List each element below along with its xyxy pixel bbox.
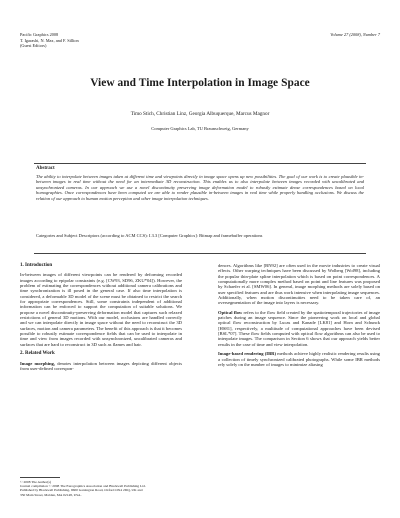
abstract-bottom-rule [34,253,366,254]
footer-line: Published by Blackwell Publishing, 9600 Garsington Road, Oxford OX4 2DQ, UK and [20,488,143,493]
footer-line: 350 Main Street, Malden, MA 02148, USA. [20,492,82,497]
morphing-paragraph: dences. Algorithms like [BN92] are often used in the movie industries to create visual effects. Other warping techniques have been discussed by Wolberg [Wol98], including the popular thin-plate spline interpolation which is based on point correspondences. A computationally more complex method based on point and line features was proposed by Schaefer et al. [SMW06]. In general, image morphing methods are solely based on user specified features and are thus work intensive when interpolating image sequences. Additionally, when motion discontinuities need to be taken care of, an oversegmentation of the image into layers is necessary. [218,263,380,306]
runin-heading: Image-based rendering (IBR) [218,351,276,357]
ibr-paragraph [218,351,380,367]
abstract-text: The ability to interpolate between images taken at different time and viewpoints directly in image space opens up new possibilities. The goal of our work is to create plausible in-between images in real time without the need for an intermediate 3D reconstruction. This enables us to also interpolate between images recorded with uncalibrated and unsynchronized cameras. In our approach we use a novel discontinuity preserving image deformation model to robustly estimate dense correspondences based on local homographies. Once correspondences have been computed we are able to render plausible in-between images in real time while properly handling occlusions. We discuss the relation of our approach to human motion perception and other image interpolation techniques. [36,174,364,201]
journal-header [20,32,79,49]
left-column [20,263,182,375]
copyright-footer [20,480,182,497]
ccs-categories: Categories and Subject Descriptors (according to ACM CCS): I.3.3 [Computer Graphics]: Bitmap and framebuffer operations [36,233,263,238]
footer-line: Journal compilation © 2008 The Eurographics Association and Blackwell Publishing Ltd. [20,484,146,489]
related-work-paragraph [20,361,182,372]
author-list: Timo Stich, Christian Linz, Georgia Albuquerque, Marcus Magnor [130,111,270,117]
introduction-paragraph: In-between images of different viewpoints can be rendered by deforming recorded images according to epipolar constraints (e.g. [CW93, SD96, ZKU*04]). However, the problem of estimating the correspondences without additional camera calibrations and time synchronization is ill posed in the general case. If also time interpolation is considered, a deformable 3D model of the scene must be obtained to restrict the search for appropriate correspondences. Still, some constraints independent of additional information can be enforced to support the computation of suitable solutions. We propose a novel discontinuity-preserving deformation model that captures such relaxed restrictions of general 3D motions. With our model, occlusions are handled correctly and we can interpolate directly in image space without the need to reconstruct the 3D surfaces, motion and camera parameters. The benefit of this approach is that it becomes possible to robustly estimate correspondence fields that can be used to interpolate in time and view from images recorded with unsynchronized, uncalibrated cameras and surfaces that are hard to reconstruct in 3D such as flames and hair. [20,272,182,347]
section-heading-introduction: 1. Introduction [20,263,53,268]
affiliation: Computer Graphics Lab, TU Braunschweig, Germany [151,126,249,131]
header-line: T. Igarashi, N. Max, and F. Sillion [20,37,79,43]
footer-line: © 2008 The Author(s) [20,480,52,484]
right-column [218,263,380,371]
paragraph-text: refers to the flow field created by the spatiotemporal trajectories of image patches during an image sequence. Since the pioneering work on local and global optical flow reconstruction by Lucas and Kanade [LK81] and Horn and Schunck [HS81], respectively, a multitude of computational approaches have been devised [BSL*07]. These flow fields computed with optical flow algorithms can also be used to interpolate images. The comparison in Section 6 shows that our approach yields better results in the case of time and view interpolation. [218,309,380,347]
header-line: Pacific Graphics 2008 [20,32,59,37]
section-heading-related-work: 2. Related Work [20,351,55,357]
runin-heading: Image morphing, [20,360,55,366]
runin-heading: Optical flow [218,309,243,315]
footer-rule [20,477,60,478]
abstract-heading: Abstract [36,166,55,171]
paragraph-text: methods achieve highly realistic rendering results using a collection of timely synchronized calibrated photographs. While some IBR methods rely solely on the number of images to minimize aliasing [218,351,380,367]
optical-flow-paragraph [218,310,380,347]
abstract-top-rule [34,163,366,164]
header-line: (Guest Editors) [20,43,47,49]
paragraph-text: denotes interpolation between images depicting different objects from user-defined correspon- [20,360,182,371]
volume-header: Volume 27 (2008), Number 7 [330,32,380,37]
paper-title: View and Time Interpolation in Image Space [90,77,310,89]
